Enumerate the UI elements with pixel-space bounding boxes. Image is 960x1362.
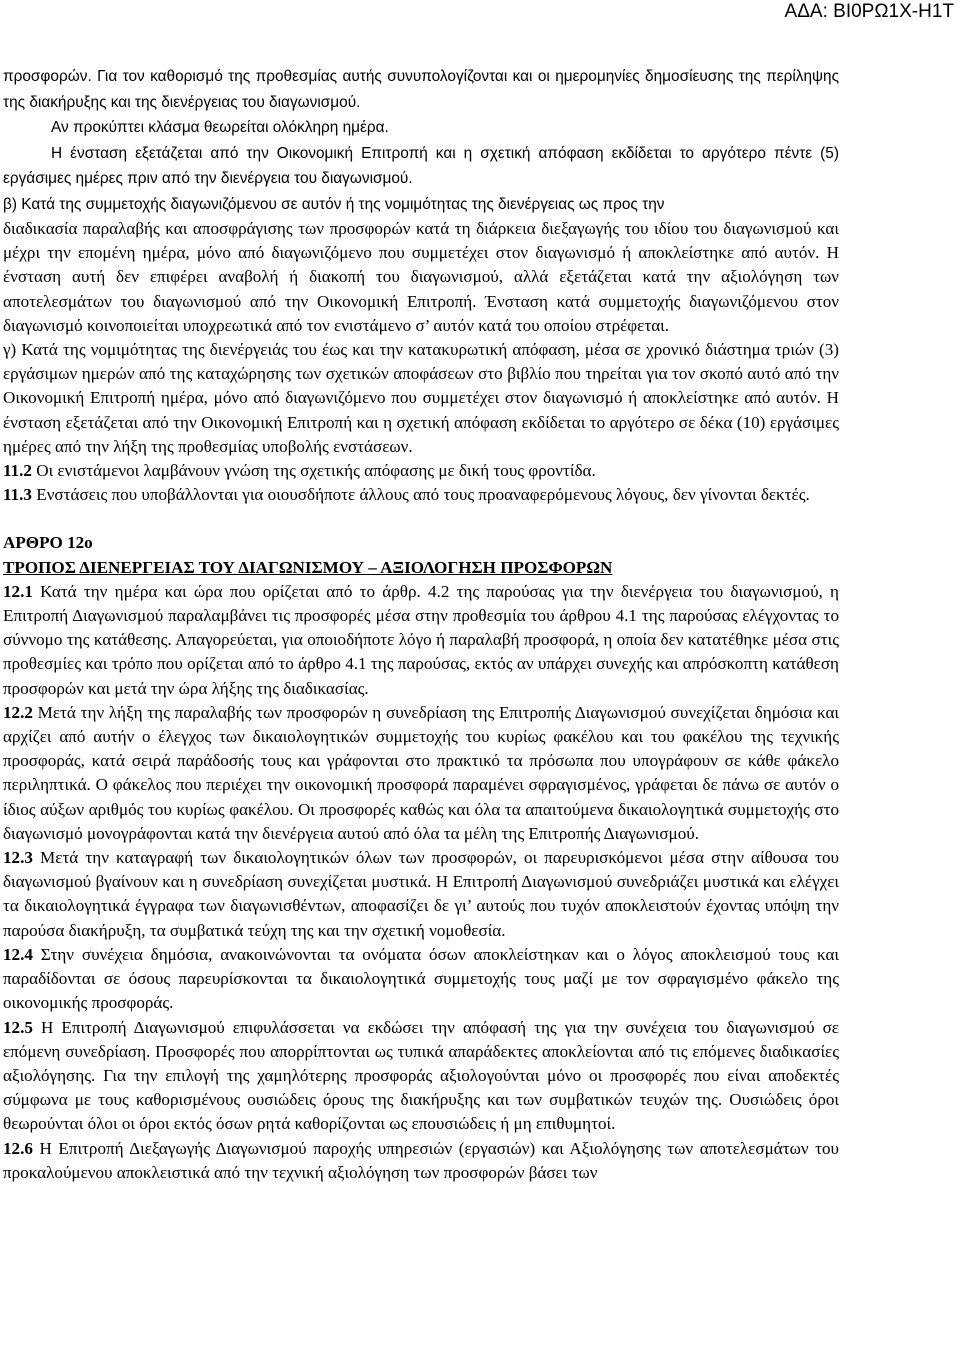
intro-paragraph-4: β) Κατά της συμμετοχής διαγωνιζόμενου σε αυτόν ή της νομιμότητας της διενέργειας ως προς την: [3, 195, 665, 213]
clause-text: Μετά την καταγραφή των δικαιολογητικών όλων των προσφορών, οι παρευρισκόμενοι μέσα στην αίθουσα του διαγωνισμού βγαίνουν και η συνεδρίαση συνεχίζεται μυστικά. Η Επιτροπή Διαγωνισμού συνεδριάζει μυστικά και ελέγχει τα δικαιολογητικά έγγραφα των διαγωνισθέντων, αποφασίζει δε γι’ αυτούς που τυχόν αποκλειστούν έχοντας υπόψη την παρούσα διακήρυξη, τα συμβατικά τεύχη της και την σχετική νομοθεσία.: [3, 848, 839, 940]
clause-number: 12.2: [3, 702, 33, 722]
body-paragraph-c: γ) Κατά της νομιμότητας της διενέργειάς του έως και την κατακυρωτική απόφαση, μέσα σε χρονικό διάστημα τριών (3) εργάσιμων ημερών από της καταχώρησης των σχετικών αποφάσεων στο βιβλίο που τηρείται για τον σκοπό αυτό από την Οικονομική Επιτροπή ημέρα, μόνο από διαγωνιζόμενο που συμμετέχει στον διαγωνισμό ή αποκλείστηκε από αυτόν. Η ένσταση εξετάζεται από την Οικονομική Επιτροπή και η σχετική απόφαση εκδίδεται το αργότερο σε δέκα (10) εργάσιμες ημέρες από την λήξη της προθεσμίας υποβολής ενστάσεων.: [3, 340, 839, 456]
clause-number: 12.5: [3, 1017, 33, 1037]
spacer: [3, 507, 839, 531]
article-heading: ΑΡΘΡΟ 12ο: [3, 533, 93, 553]
clause-12-5: [3, 1016, 839, 1137]
clause-number: 11.2: [3, 461, 32, 481]
clause-12-6: [3, 1137, 839, 1185]
body-paragraph-b: διαδικασία παραλαβής και αποσφράγισης των προσφορών κατά τη διάρκεια διεξαγωγής του ιδίου του διαγωνισμού και μέχρι την επομένη ημέρα, μόνο από διαγωνιζόμενο που συμμετέχει στον διαγωνισμό ή αποκλείστηκε από αυτόν. Η ένσταση αυτή δεν επιφέρει αναβολή ή διακοπή του διαγωνισμού, αλλά εξετάζεται κατά την αξιολόγηση των αποτελεσμάτων του διαγωνισμού από την Οικονομική Επιτροπή. Ένσταση κατά συμμετοχής διαγωνιζόμενου στον διαγωνισμό κοινοποιείται υποχρεωτικά από τον ενιστάμενο σ’ αυτόν κατά του οποίου στρέφεται.: [3, 219, 839, 335]
clause-number: 11.3: [3, 485, 32, 505]
clause-text: Οι ενιστάμενοι λαμβάνουν γνώση της σχετικής απόφασης με δική τους φροντίδα.: [31, 461, 596, 481]
clause-text: Κατά την ημέρα και ώρα που ορίζεται από το άρθρ. 4.2 της παρούσας για την διενέργεια του διαγωνισμού, η Επιτροπή Διαγωνισμού παραλαμβάνει τις προσφορές μέσα στην προθεσμία του άρθρου 4.1 της παρούσας ελέγχοντας το σύννομο της κατάθεσης. Απαγορεύεται, για οποιοδήποτε λόγο ή παραλαβή προσφορά, η οποία δεν κατατέθηκε μέσα στις προθεσμίες και τρόπο που ορίζεται από το άρθρο 4.1 της παρούσας, εκτός αν υπάρχει συνεχής και απρόσκοπτη κατάθεση προσφορών και μετά την ώρα λήξης της διαδικασίας.: [3, 581, 839, 698]
clause-12-4: [3, 943, 839, 1016]
clause-text: Στην συνέχεια δημόσια, ανακοινώνονται τα ονόματα όσων αποκλείστηκαν και ο λόγος αποκλεισμού τους και παραδίδονται σε όσους παρευρίσκονται τα δικαιολογητικά συμμετοχής τους μαζί με τον σφραγισμένο φάκελο της οικονομικής προσφοράς.: [3, 944, 839, 1013]
clause-number: 12.6: [3, 1138, 33, 1158]
clause-12-3: [3, 846, 839, 943]
ada-header: ΑΔΑ: ΒΙ0ΡΩ1Χ-Η1Τ: [784, 1, 954, 22]
intro-paragraph-3: Η ένσταση εξετάζεται από την Οικονομική Επιτροπή και η σχετική απόφαση εκδίδεται το αργότερο πέντε (5) εργάσιμες ημέρες πριν από την διενέργεια του διαγωνισμού.: [3, 144, 839, 187]
clause-text: Ενστάσεις που υποβάλλονται για οιουσδήποτε άλλους από τους προαναφερόμενους λόγους, δεν γίνονται δεκτές.: [31, 485, 810, 505]
clause-12-1: [3, 580, 839, 701]
clause-11-3: [3, 483, 839, 507]
clause-11-2: [3, 459, 839, 483]
clause-12-2: [3, 701, 839, 846]
clause-number: 12.1: [3, 581, 33, 601]
intro-paragraph-2: Αν προκύπτει κλάσμα θεωρείται ολόκληρη ημέρα.: [51, 119, 389, 136]
clause-number: 12.3: [3, 848, 33, 868]
document-page: [3, 64, 839, 1185]
clause-number: 12.4: [3, 944, 33, 964]
article-subheading: ΤΡΟΠΟΣ ΔΙΕΝΕΡΓΕΙΑΣ ΤΟΥ ΔΙΑΓΩΝΙΣΜΟΥ – ΑΞΙΟΛΟΓΗΣΗ ΠΡΟΣΦΟΡΩΝ: [3, 557, 613, 577]
intro-paragraph-1: προσφορών. Για τον καθορισμό της προθεσμίας αυτής συνυπολογίζονται και οι ημερομηνίες δημοσίευσης της περίληψης της διακήρυξης και της διενέργειας του διαγωνισμού.: [3, 68, 839, 111]
clause-text: Μετά την λήξη της παραλαβής των προσφορών η συνεδρίαση της Επιτροπής Διαγωνισμού συνεχίζεται δημόσια και αρχίζει από αυτήν ο έλεγχος των δικαιολογητικών συμμετοχής του κυρίως φακέλου και του φακέλου της τεχνικής προσφοράς, κατά σειρά παράδοσής τους και γράφονται στο πρακτικό τα πρόσωπα που υπογράφουν σε κάθε φάκελο περιληπτικά. Ο φάκελος που περιέχει την οικονομική προσφορά παραμένει σφραγισμένος, γράφεται δε πάνω σε αυτόν ο ίδιος αύξων αριθμός του κυρίως φακέλου. Οι προσφορές καθώς και όλα τα απαιτούμενα δικαιολογητικά συμμετοχής στο διαγωνισμό μονογράφονται κατά την διενέργεια αυτού από όλα τα μέλη της Επιτροπής Διαγωνισμού.: [3, 702, 839, 843]
clause-text: Η Επιτροπή Διαγωνισμού επιφυλάσσεται να εκδώσει την απόφασή της για την συνέχεια του διαγωνισμού σε επόμενη συνεδρίαση. Προσφορές που απορρίπτονται ως τυπικά απαράδεκτες αποκλείονται από τις επόμενες διαδικασίες αξιολόγησης. Για την επιλογή της χαμηλότερης προσφοράς αξιολογούνται μόνο οι προσφορές που είναι αποδεκτές σύμφωνα με τους καθορισμένους ουσιώδεις όρους της διακήρυξης και των συμβατικών τευχών της. Ουσιώδεις όροι θεωρούνται όλοι οι όροι εκτός όσων ρητά καθορίζονται ως επουσιώδεις ή μη επιθυμητοί.: [3, 1017, 839, 1134]
clause-text: Η Επιτροπή Διεξαγωγής Διαγωνισμού παροχής υπηρεσιών (εργασιών) και Αξιολόγησης των αποτελεσμάτων του προκαλούμενου αποκλειστικά από την τεχνική αξιολόγηση των προσφορών βάσει των: [3, 1138, 839, 1182]
